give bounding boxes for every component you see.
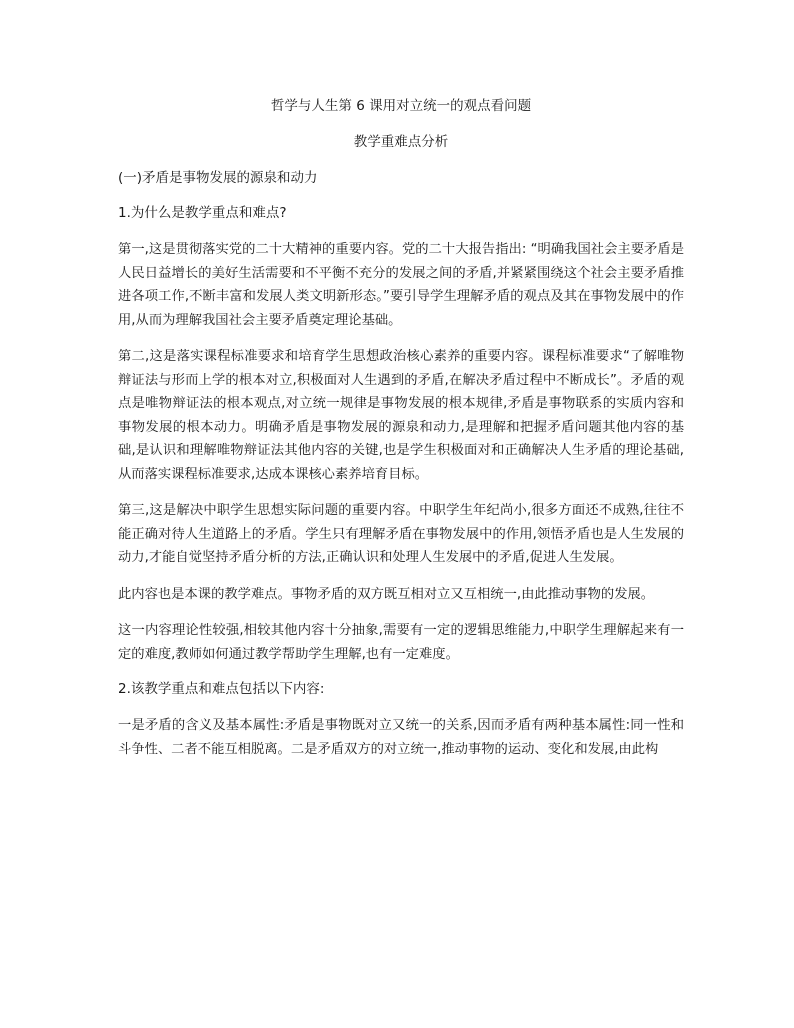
- section-heading: (一)矛盾是事物发展的源泉和动力: [118, 170, 318, 186]
- question-heading-2: 2.该教学重点和难点包括以下内容:: [118, 681, 325, 697]
- paragraph-first: 第一,这是贯彻落实党的二十大精神的重要内容。党的二十大报告指出: “明确我国社会主要矛盾是人民日益增长的美好生活需要和不平衡不充分的发展之间的矛盾,并紧紧围绕这个社会主要矛盾推进各项工作,不断丰富和发展人类文明新形态。”要引导学生理解矛盾的观点及其在事物发展中的作用,从而为理解我国社会主要矛盾奠定理论基础。: [118, 242, 684, 328]
- document-subtitle: 教学重难点分析: [353, 134, 449, 150]
- paragraph-third: 第三,这是解决中职学生思想实际问题的重要内容。中职学生年纪尚小,很多方面还不成熟,往往不能正确对待人生道路上的矛盾。学生只有理解矛盾在事物发展中的作用,领悟矛盾也是人生发展的动力,才能自觉坚持矛盾分析的方法,正确认识和处理人生发展中的矛盾,促进人生发展。: [118, 503, 684, 565]
- paragraph-second: 第二,这是落实课程标准要求和培育学生思想政治核心素养的重要内容。课程标准要求“了解唯物辩证法与形而上学的根本对立,积极面对人生遇到的矛盾,在解决矛盾过程中不断成长”。矛盾的观点是唯物辩证法的根本观点,对立统一规律是事物发展的根本规律,矛盾是事物联系的实质内容和事物发展的根本动力。明确矛盾是事物发展的源泉和动力,是理解和把握矛盾问题其他内容的基础,是认识和理解唯物辩证法其他内容的关键,也是学生积极面对和正确解决人生矛盾的理论基础,从而落实课程标准要求,达成本课核心素养培育目标。: [118, 349, 684, 482]
- paragraph-final: 一是矛盾的含义及基本属性:矛盾是事物既对立又统一的关系,因而矛盾有两种基本属性:同一性和斗争性、二者不能互相脱离。二是矛盾双方的对立统一,推动事物的运动、变化和发展,由此构: [118, 718, 684, 757]
- question-heading-1: 1.为什么是教学重点和难点?: [118, 205, 287, 221]
- document-title: 哲学与人生第 6 课用对立统一的观点看问题: [270, 98, 532, 114]
- paragraph-difficulty: 此内容也是本课的教学难点。事物矛盾的双方既互相对立又互相统一,由此推动事物的发展。: [118, 586, 655, 602]
- paragraph-theory: 这一内容理论性较强,相较其他内容十分抽象,需要有一定的逻辑思维能力,中职学生理解起来有一定的难度,教师如何通过教学帮助学生理解,也有一定难度。: [118, 623, 684, 662]
- document-page: [118, 96, 684, 774]
